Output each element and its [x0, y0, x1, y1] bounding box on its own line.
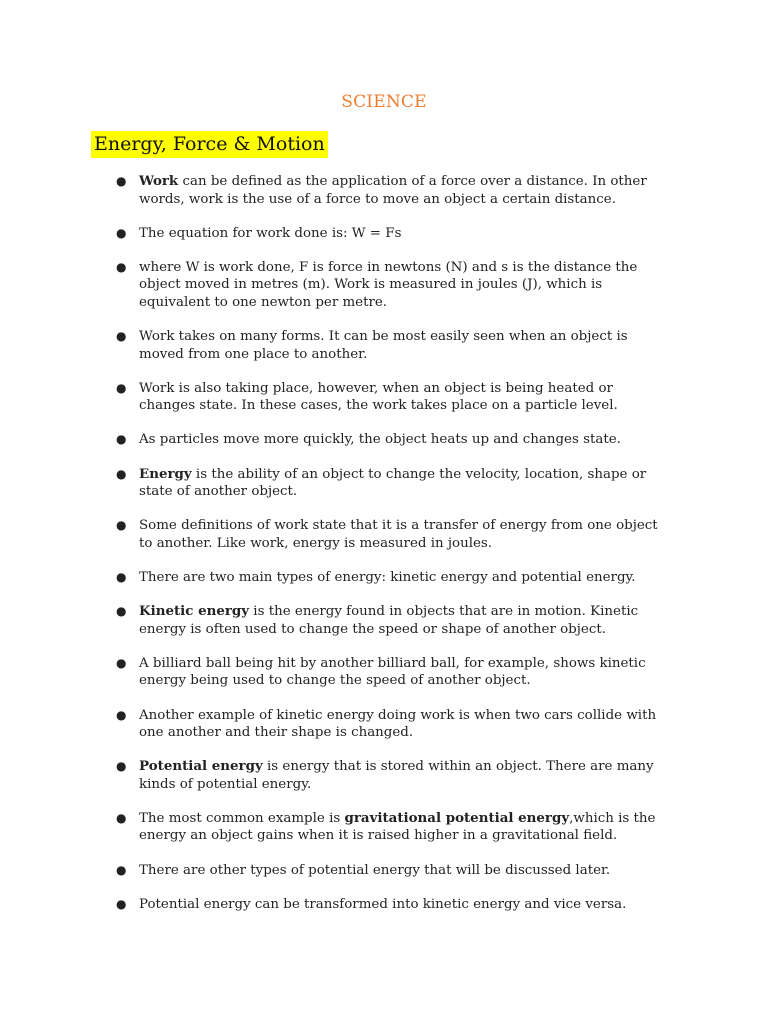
bullet-bold-term: Kinetic energy	[139, 603, 250, 620]
bullet-icon: ●	[116, 862, 127, 877]
bullet-icon: ●	[116, 329, 127, 344]
bullet-icon: ●	[116, 896, 127, 911]
bullet-item: ● Work can be defined as the application of a force over a distance. In other words, work is the use of a force to move an object a certain distance.	[116, 173, 647, 207]
bullet-bold-term: Potential energy	[139, 758, 263, 775]
document-title: SCIENCE	[341, 92, 427, 112]
bullet-item: ● Some definitions of work state that it is a transfer of energy from one object to another. Like work, energy is measured in joules.	[116, 518, 658, 551]
bullet-icon: ●	[116, 225, 127, 240]
bullet-icon: ●	[116, 759, 127, 774]
bullet-icon: ●	[116, 570, 127, 584]
bullet-icon: ●	[116, 604, 127, 619]
bullet-icon: ●	[116, 466, 127, 481]
bullet-item: ● As particles move more quickly, the object heats up and changes state.	[116, 432, 621, 448]
bullet-icon: ●	[116, 810, 127, 825]
bullet-icon: ●	[116, 707, 127, 722]
bullet-icon: ●	[116, 380, 127, 395]
section-heading: Energy, Force & Motion	[91, 131, 328, 158]
bullet-icon: ●	[116, 655, 127, 670]
bullet-icon: ●	[116, 174, 127, 188]
bullet-item: ● The equation for work done is: W = Fs	[116, 225, 402, 241]
bullet-item: ● Work takes on many forms. It can be most easily seen when an object is moved from one place to another.	[116, 329, 628, 362]
bullet-item: ● A billiard ball being hit by another billiard ball, for example, shows kinetic energy being used to change the speed of another object.	[116, 655, 646, 689]
bullet-bold-term: gravitational potential energy	[344, 809, 570, 826]
bullet-icon: ●	[116, 432, 127, 447]
bullet-list	[0, 173, 768, 930]
bullet-item: ● Potential energy is energy that is stored within an object. There are many kinds of potential energy.	[116, 758, 654, 792]
bullet-item: ● Another example of kinetic energy doing work is when two cars collide with one another and their shape is changed.	[116, 707, 657, 741]
section-heading-wrap	[91, 131, 328, 158]
bullet-bold-term: Energy	[139, 465, 192, 482]
bullet-item: ● The most common example is gravitational potential energy,which is the energy an object gains when it is raised higher in a gravitational field.	[116, 809, 656, 844]
bullet-icon: ●	[116, 259, 127, 274]
bullet-item: ● Kinetic energy is the energy found in objects that are in motion. Kinetic energy is often used to change the speed or shape of another object.	[116, 603, 639, 637]
bullet-item: ● Energy is the ability of an object to change the velocity, location, shape or state of another object.	[116, 465, 647, 500]
bullet-icon: ●	[116, 518, 127, 533]
bullet-item: ● where W is work done, F is force in newtons (N) and s is the distance the object moved in metres (m). Work is measured in joules (J), which is equivalent to one newton per metre.	[116, 259, 638, 310]
bullet-bold-term: Work	[139, 173, 179, 189]
bullet-item: ● There are two main types of energy: kinetic energy and potential energy.	[116, 570, 636, 585]
bullet-item: ● There are other types of potential energy that will be discussed later.	[116, 862, 611, 878]
bullet-item: ● Work is also taking place, however, when an object is being heated or changes state. In these cases, the work takes place on a particle level.	[116, 380, 618, 414]
bullet-item: ● Potential energy can be transformed into kinetic energy and vice versa.	[116, 896, 627, 912]
